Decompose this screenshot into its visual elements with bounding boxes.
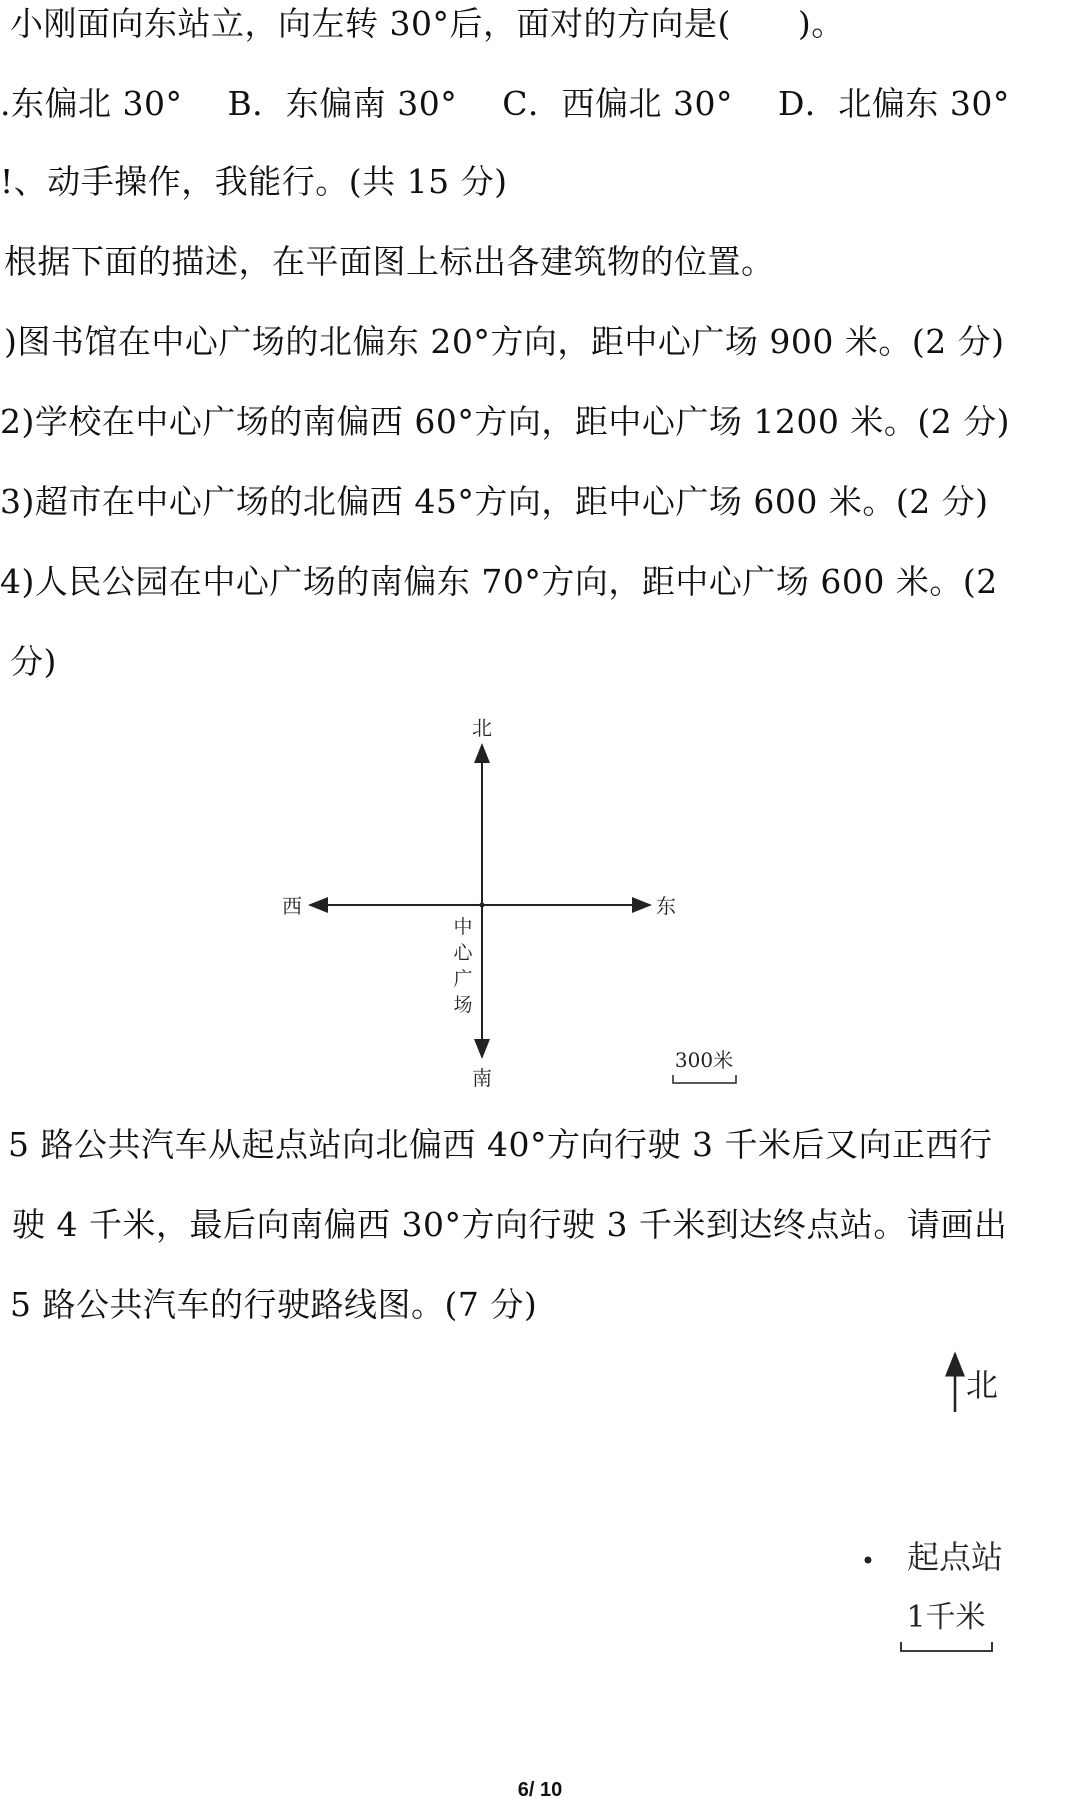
start-dot: • [860,1547,876,1575]
east-label: 东 [656,894,676,918]
page-number: 6/ 10 [517,1779,563,1801]
bus-scale-bar [901,1642,992,1651]
question-place-item-2: 2)学校在中心广场的南偏西 60°方向，距中心广场 1200 米。(2 分) [0,402,1011,441]
question-bus-line-3: 5 路公共汽车的行驶路线图。(7 分) [10,1285,538,1324]
center-label-2: 心 [453,942,473,964]
scale-label: 300米 [674,1048,734,1072]
start-station-label: 起点站 [906,1538,1004,1576]
option-a: .东偏北 30° [0,84,183,123]
south-label: 南 [472,1066,492,1090]
center-label-4: 场 [453,994,473,1016]
bus-scale-label: 1千米 [906,1600,986,1635]
center-point [480,903,485,908]
option-d: D．北偏东 30° [777,84,1010,123]
question-place-item-1: )图书馆在中心广场的北偏东 20°方向，距中心广场 900 米。(2 分) [4,322,1005,361]
question-turn-options [0,84,1010,124]
section-heading: !、动手操作，我能行。(共 15 分) [0,162,508,201]
bus-route-diagram [0,1340,1080,1670]
center-label-1: 中 [453,916,473,938]
bus-north-label: 北 [965,1366,999,1404]
question-place-item-4: 4)人民公园在中心广场的南偏东 70°方向，距中心广场 600 米。(2 [0,562,998,601]
question-bus-line-2: 驶 4 千米，最后向南偏西 30°方向行驶 3 千米到达终点站。请画出 [12,1205,1008,1244]
question-turn-text: 小刚面向东站立，向左转 30°后，面对的方向是( )。 [10,4,845,43]
scale-bar [673,1075,736,1083]
question-place-item-3: 3)超市在中心广场的北偏西 45°方向，距中心广场 600 米。(2 分) [0,482,989,521]
center-label-3: 广 [453,968,473,990]
compass-diagram [0,700,1080,1100]
question-place-item-4-cont: 分) [10,642,57,681]
question-bus-line-1: 5 路公共汽车从起点站向北偏西 40°方向行驶 3 千米后又向正西行 [8,1125,993,1164]
option-c: C．西偏北 30° [502,84,733,123]
option-b: B．东偏南 30° [227,84,458,123]
north-label: 北 [472,716,492,740]
west-label: 西 [282,894,302,918]
question-place-intro: 根据下面的描述，在平面图上标出各建筑物的位置。 [4,242,775,281]
